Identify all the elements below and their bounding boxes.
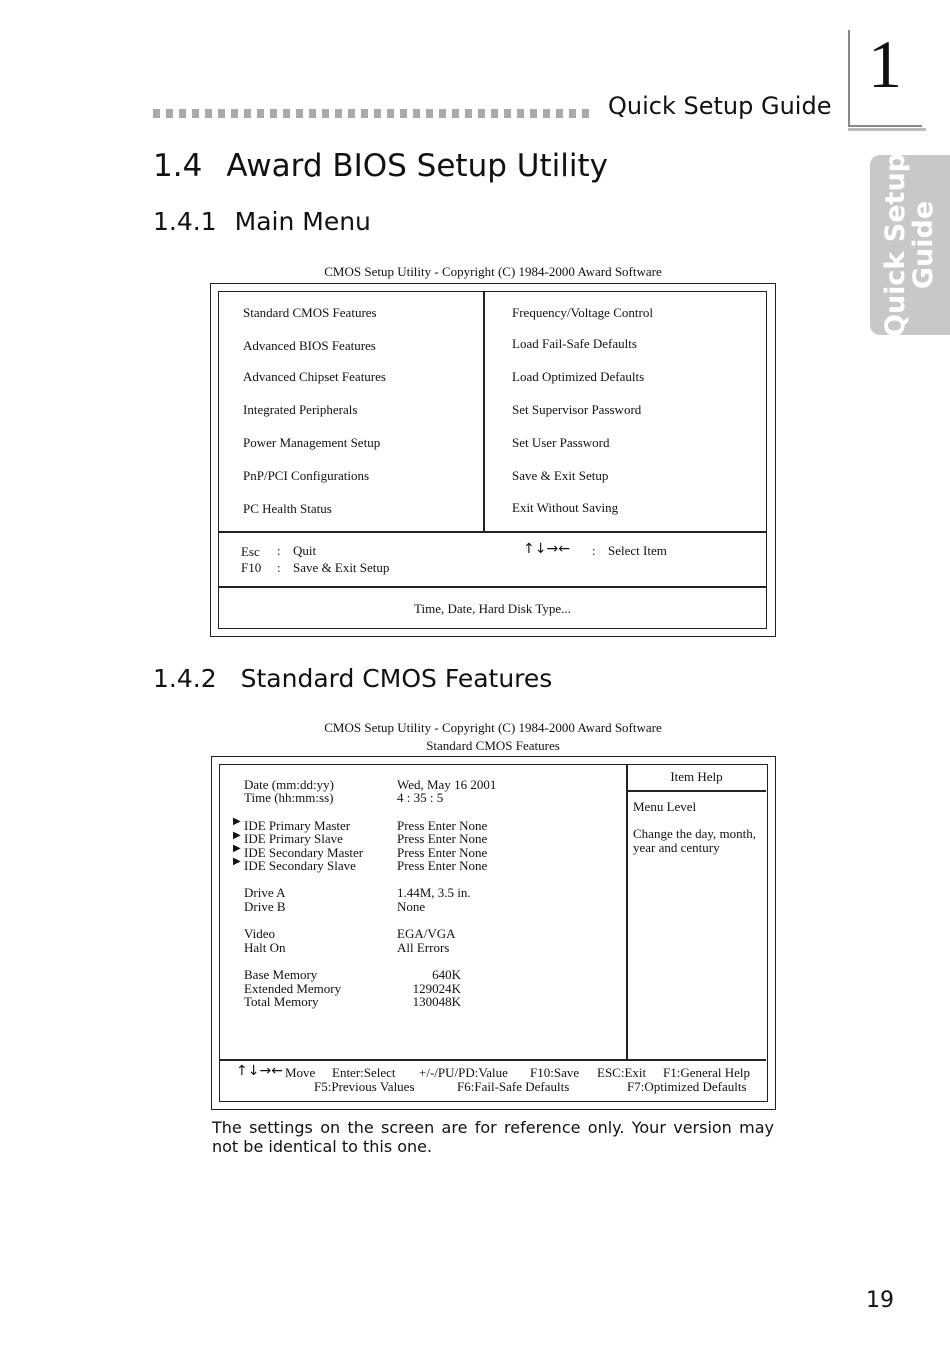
main-menu-column-divider: [483, 292, 485, 531]
menu-item-advanced-bios[interactable]: Advanced BIOS Features: [243, 338, 376, 353]
ide-primary-master-value: Press Enter None: [397, 818, 488, 833]
key-f10: F10: [241, 560, 262, 575]
total-memory-label: Total Memory: [244, 994, 319, 1009]
key-f10-sep: :: [277, 560, 281, 575]
main-menu-heading: [153, 207, 371, 236]
footer-f1-help: F1:General Help: [663, 1065, 751, 1080]
menu-item-frequency-voltage[interactable]: Frequency/Voltage Control: [512, 305, 653, 320]
key-esc: Esc: [241, 544, 260, 559]
footnote: The settings on the screen are for reference only. Your version may not be identical to this one.: [212, 1118, 774, 1156]
key-f10-action: Save & Exit Setup: [293, 560, 390, 575]
nav-select-item: Select Item: [608, 543, 667, 558]
ide-secondary-slave-label[interactable]: IDE Secondary Slave: [244, 858, 356, 873]
section-number: 1.4: [153, 148, 203, 184]
extended-memory-value: 129024K: [412, 981, 461, 996]
halt-on-value[interactable]: All Errors: [397, 940, 450, 955]
cmos-number: 1.4.2: [153, 664, 217, 693]
menu-item-user-password[interactable]: Set User Password: [512, 435, 610, 450]
ide-primary-master-arrow-icon: ▶: [233, 816, 241, 827]
time-value[interactable]: 4 : 35 : 5: [397, 790, 444, 805]
help-text-line1: Change the day, month,: [633, 826, 756, 841]
total-memory-value: 130048K: [412, 994, 461, 1009]
menu-item-power-management[interactable]: Power Management Setup: [243, 435, 381, 450]
main-menu-caption: CMOS Setup Utility - Copyright (C) 1984-2000 Award Software: [324, 264, 662, 279]
footer-move: Move: [285, 1065, 316, 1080]
side-tab: [870, 152, 950, 338]
item-help-title: Item Help: [670, 769, 723, 784]
footer-esc-exit: ESC:Exit: [597, 1065, 647, 1080]
cmos-help-divider: [626, 765, 628, 1059]
cmos-footer-divider: [220, 1059, 766, 1061]
menu-item-supervisor-password[interactable]: Set Supervisor Password: [512, 402, 642, 417]
footer-f7-optimized: F7:Optimized Defaults: [627, 1079, 747, 1094]
halt-on-label: Halt On: [244, 940, 286, 955]
footer-f5-previous: F5:Previous Values: [314, 1079, 415, 1094]
main-menu-number: 1.4.1: [153, 207, 217, 236]
ide-secondary-master-value: Press Enter None: [397, 845, 488, 860]
menu-item-standard-cmos[interactable]: Standard CMOS Features: [243, 305, 377, 320]
side-tab-line1: Quick Setup: [880, 152, 911, 338]
ide-primary-master-label[interactable]: IDE Primary Master: [244, 818, 351, 833]
footer-f10-save: F10:Save: [530, 1065, 580, 1080]
menu-item-integrated-peripherals[interactable]: Integrated Peripherals: [243, 402, 358, 417]
menu-item-pc-health[interactable]: PC Health Status: [243, 501, 332, 516]
help-text-line2: year and century: [633, 840, 720, 855]
main-menu-divider-1: [219, 531, 766, 533]
nav-sep: :: [592, 543, 596, 558]
cmos-heading: [153, 664, 552, 693]
drive-a-label: Drive A: [244, 885, 286, 900]
footer-enter-select: Enter:Select: [332, 1065, 396, 1080]
section-title: Award BIOS Setup Utility: [226, 148, 608, 184]
cmos-caption-2: Standard CMOS Features: [426, 738, 560, 753]
side-tab-line2: Guide: [908, 200, 939, 290]
drive-b-value[interactable]: None: [397, 899, 426, 914]
header-section-title: Quick Setup Guide: [608, 92, 832, 120]
footer-value: +/-/PU/PD:Value: [419, 1065, 508, 1080]
cmos-help-title-rule: [627, 790, 766, 792]
base-memory-label: Base Memory: [244, 967, 318, 982]
menu-item-pnp-pci[interactable]: PnP/PCI Configurations: [243, 468, 370, 483]
ide-secondary-master-arrow-icon: ▶: [233, 843, 241, 854]
main-menu-divider-2: [219, 586, 766, 588]
date-value[interactable]: Wed, May 16 2001: [397, 777, 497, 792]
base-memory-value: 640K: [432, 967, 461, 982]
drive-b-label: Drive B: [244, 899, 286, 914]
ide-secondary-master-label[interactable]: IDE Secondary Master: [244, 845, 364, 860]
cmos-title: Standard CMOS Features: [240, 664, 553, 693]
ide-secondary-slave-arrow-icon: ▶: [233, 856, 241, 867]
footer-f6-failsafe: F6:Fail-Safe Defaults: [457, 1079, 570, 1094]
ide-primary-slave-value: Press Enter None: [397, 831, 488, 846]
ide-secondary-slave-value: Press Enter None: [397, 858, 488, 873]
video-value[interactable]: EGA/VGA: [397, 926, 456, 941]
drive-a-value[interactable]: 1.44M, 3.5 in.: [397, 885, 471, 900]
ide-primary-slave-label[interactable]: IDE Primary Slave: [244, 831, 343, 846]
main-menu-title: Main Menu: [234, 207, 371, 236]
nav-arrows-icon: ↑↓→←: [523, 541, 570, 557]
section-heading: [153, 148, 608, 184]
page-number: 19: [866, 1288, 894, 1313]
video-label: Video: [244, 926, 275, 941]
key-esc-action: Quit: [293, 543, 317, 558]
side-tab-label: [882, 153, 938, 337]
ide-primary-slave-arrow-icon: ▶: [233, 830, 241, 841]
cmos-caption-1: CMOS Setup Utility - Copyright (C) 1984-2000 Award Software: [324, 720, 662, 735]
chapter-number: 1: [868, 26, 902, 102]
menu-item-exit-without-saving[interactable]: Exit Without Saving: [512, 500, 619, 515]
date-label: Date (mm:dd:yy): [244, 777, 334, 792]
time-label: Time (hh:mm:ss): [244, 790, 334, 805]
menu-item-advanced-chipset[interactable]: Advanced Chipset Features: [243, 369, 386, 384]
footer-arrows-icon: ↑↓→←: [236, 1063, 283, 1079]
extended-memory-label: Extended Memory: [244, 981, 342, 996]
menu-item-load-failsafe[interactable]: Load Fail-Safe Defaults: [512, 336, 637, 351]
key-esc-sep: :: [277, 543, 281, 558]
main-menu-status: Time, Date, Hard Disk Type...: [414, 601, 571, 616]
menu-item-save-exit[interactable]: Save & Exit Setup: [512, 468, 609, 483]
header-dot-rule: [153, 109, 593, 118]
menu-item-load-optimized[interactable]: Load Optimized Defaults: [512, 369, 645, 384]
help-menu-level: Menu Level: [633, 799, 697, 814]
